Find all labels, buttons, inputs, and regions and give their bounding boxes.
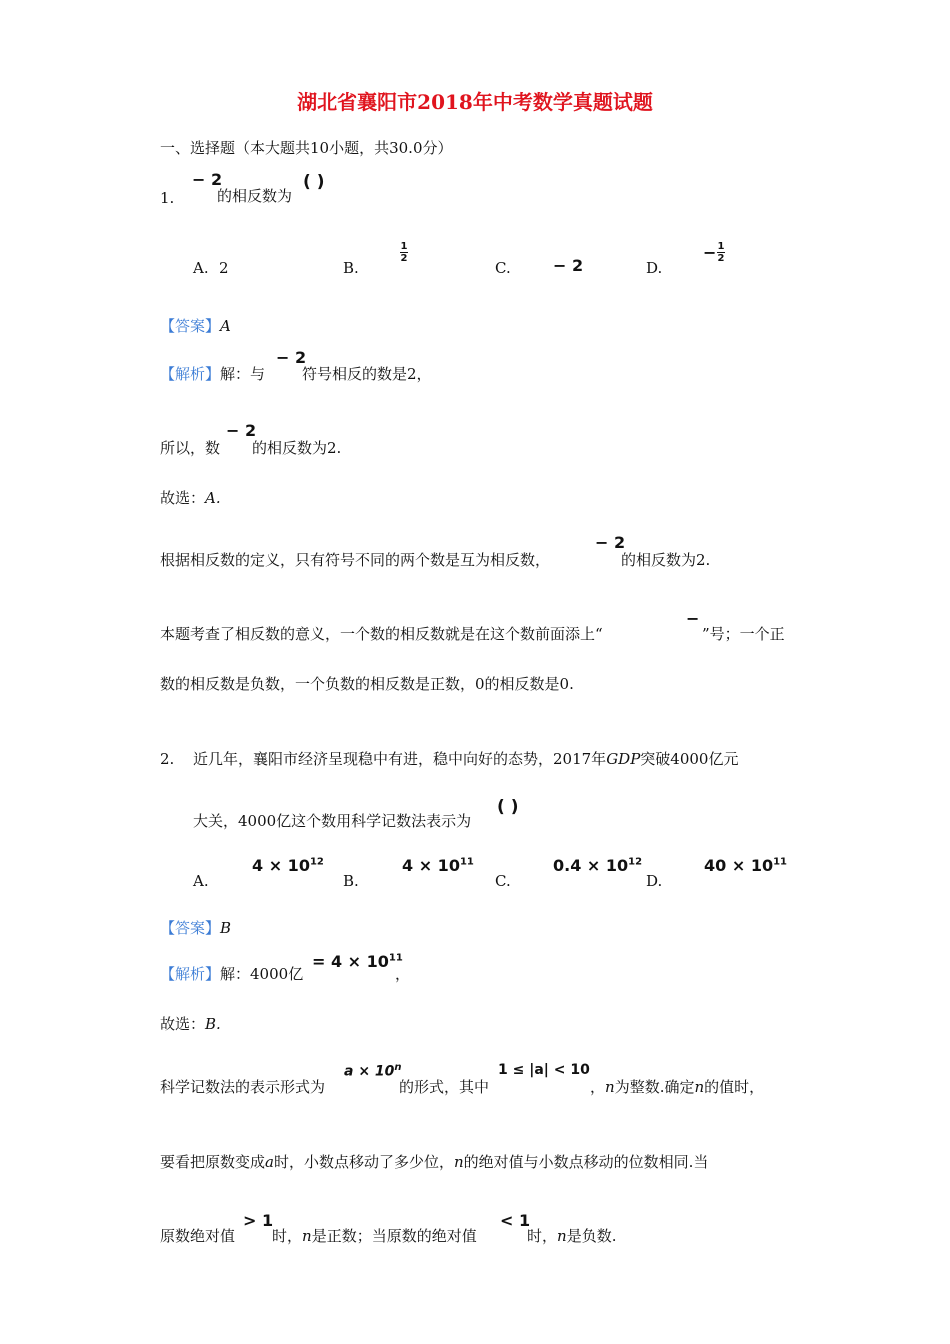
sci-exponent: 12 bbox=[628, 856, 643, 868]
sci-base: a × 10 bbox=[344, 1063, 395, 1080]
q2-explanation-line-2 bbox=[160, 1152, 708, 1172]
q1-stem: 的相反数为 bbox=[217, 187, 293, 205]
q1-summary-text: ”号；一个正 bbox=[702, 625, 785, 643]
var-n: n bbox=[605, 1078, 615, 1096]
choice-value: A. bbox=[205, 489, 221, 507]
q2-explanation-line-3: 原数绝对值 bbox=[160, 1227, 236, 1245]
q2-option-a-value bbox=[252, 856, 324, 875]
q2-option-b-value bbox=[402, 856, 474, 875]
sci-base: 40 × 10 bbox=[704, 856, 774, 875]
q2-option-b-letter: B. bbox=[343, 872, 359, 890]
q2-option-a-letter: A. bbox=[193, 872, 209, 890]
sci-base: = 4 × 10 bbox=[312, 952, 389, 971]
var-a: a bbox=[265, 1153, 274, 1171]
stem-text: 突破4000亿元 bbox=[640, 750, 739, 768]
q1-analysis-expression: − 2 bbox=[226, 421, 257, 440]
choice-label: 故选： bbox=[160, 489, 206, 507]
q2-stem-line-1 bbox=[193, 749, 738, 769]
fraction-denominator: 2 bbox=[717, 253, 725, 264]
q1-summary-line-2: 数的相反数是负数，一个负数的相反数是正数，0的相反数是0. bbox=[160, 675, 574, 693]
q1-option-b-letter: B. bbox=[343, 259, 359, 277]
q1-option-d-letter: D. bbox=[646, 259, 663, 277]
q1-analysis-text: 的相反数为2. bbox=[252, 439, 342, 457]
q2-option-d-value bbox=[704, 856, 787, 875]
sci-exponent: 11 bbox=[388, 952, 403, 964]
analysis-tag: 【解析】 bbox=[160, 365, 221, 383]
q2-number: 2. bbox=[160, 750, 175, 768]
analysis-tag: 【解析】 bbox=[160, 965, 221, 983]
q2-explanation-text-4 bbox=[527, 1226, 616, 1246]
text: ， bbox=[590, 1078, 606, 1096]
var-n: n bbox=[557, 1227, 567, 1245]
document-title: 湖北省襄阳市2018年中考数学真题试题 bbox=[297, 90, 653, 114]
q2-answer bbox=[160, 918, 231, 938]
text: 的值时， bbox=[704, 1078, 765, 1096]
q1-answer bbox=[160, 316, 231, 336]
q2-option-d-letter: D. bbox=[646, 872, 663, 890]
q1-explanation-text: 的相反数为2. bbox=[621, 551, 711, 569]
sci-exponent: 11 bbox=[773, 856, 787, 868]
q1-analysis-line-2: 所以，数 bbox=[160, 439, 221, 457]
q1-blank: ( ) bbox=[303, 172, 325, 192]
sci-base: 4 × 10 bbox=[252, 856, 310, 875]
q2-analysis-text: ， bbox=[395, 965, 411, 983]
q1-option-c-letter: C. bbox=[495, 259, 511, 277]
choice-value: B. bbox=[205, 1015, 221, 1033]
text: 是正数；当原数的绝对值 bbox=[311, 1227, 477, 1245]
q1-summary-sign: − bbox=[686, 609, 700, 628]
fraction-denominator: 2 bbox=[400, 253, 408, 264]
q2-explanation-text-2 bbox=[590, 1077, 764, 1097]
sci-base: 4 × 10 bbox=[402, 856, 460, 875]
stem-text: 近几年，襄阳市经济呈现稳中有进，稳中向好的态势，2017年 bbox=[193, 750, 607, 768]
text: 要看把原数变成 bbox=[160, 1153, 266, 1171]
sci-exponent: 11 bbox=[459, 856, 474, 868]
q2-explanation-line-1: 科学记数法的表示形式为 bbox=[160, 1078, 326, 1096]
q1-explanation-line-1: 根据相反数的定义，只有符号不同的两个数是互为相反数， bbox=[160, 551, 551, 569]
q2-blank: ( ) bbox=[497, 797, 519, 817]
answer-tag: 【答案】 bbox=[160, 317, 221, 335]
q2-lt-one: < 1 bbox=[500, 1211, 531, 1230]
q2-analysis-expression bbox=[312, 952, 403, 971]
q2-inequality: 1 ≤ |a| < 10 bbox=[498, 1062, 590, 1078]
q2-stem-line-2: 大关，4000亿这个数用科学记数法表示为 bbox=[193, 812, 472, 830]
q1-option-d-sign: − bbox=[703, 243, 717, 262]
q1-option-a-value: 2 bbox=[219, 259, 229, 277]
text: 的绝对值与小数点移动的位数相同.当 bbox=[463, 1153, 709, 1171]
var-n: n bbox=[453, 1153, 464, 1171]
answer-value: A bbox=[220, 317, 231, 335]
var-n: n bbox=[302, 1227, 312, 1245]
text: 时， bbox=[527, 1227, 558, 1245]
fraction-numerator: 1 bbox=[717, 241, 725, 252]
text: 为整数.确定 bbox=[614, 1078, 695, 1096]
q1-number: 1. bbox=[160, 189, 175, 207]
sci-exponent: 12 bbox=[309, 856, 324, 868]
text: 时， bbox=[272, 1227, 303, 1245]
q2-choice-line bbox=[160, 1014, 221, 1034]
q2-analysis-line-1 bbox=[160, 964, 303, 984]
analysis-text: 解：4000亿 bbox=[220, 965, 304, 983]
q1-analysis-text: 符号相反的数是2， bbox=[302, 365, 432, 383]
var-n: n bbox=[694, 1078, 705, 1096]
text: 是负数. bbox=[566, 1227, 617, 1245]
q1-analysis-line-1 bbox=[160, 364, 265, 384]
sci-base: 0.4 × 10 bbox=[553, 856, 629, 875]
q1-expression: − 2 bbox=[192, 170, 223, 189]
q2-option-c-letter: C. bbox=[495, 872, 511, 890]
q1-summary-line-1: 本题考查了相反数的意义，一个数的相反数就是在这个数前面添上“ bbox=[160, 625, 603, 643]
q2-explanation-text-3 bbox=[272, 1226, 477, 1246]
q1-option-a-letter: A. bbox=[193, 259, 209, 277]
q1-analysis-expression: − 2 bbox=[276, 348, 307, 367]
q1-explanation-expression: − 2 bbox=[595, 533, 626, 552]
q1-choice-line bbox=[160, 488, 221, 508]
q2-explanation-text: 的形式，其中 bbox=[399, 1078, 490, 1096]
answer-value: B bbox=[220, 919, 232, 937]
fraction-numerator: 1 bbox=[400, 241, 408, 252]
q2-sci-form bbox=[344, 1062, 402, 1080]
section-heading: 一、选择题（本大题共10小题，共30.0分） bbox=[160, 139, 453, 157]
analysis-text: 解：与 bbox=[220, 365, 266, 383]
q1-option-c-value: − 2 bbox=[553, 256, 584, 275]
choice-label: 故选： bbox=[160, 1015, 206, 1033]
stem-gdp: GDP bbox=[606, 750, 641, 768]
sci-exponent: n bbox=[394, 1062, 402, 1073]
q1-option-b-fraction bbox=[400, 241, 408, 264]
q2-option-c-value bbox=[553, 856, 642, 875]
q1-option-d-fraction bbox=[717, 241, 725, 264]
q2-gt-one: > 1 bbox=[243, 1211, 274, 1230]
text: 时，小数点移动了多少位， bbox=[273, 1153, 454, 1171]
answer-tag: 【答案】 bbox=[160, 919, 221, 937]
